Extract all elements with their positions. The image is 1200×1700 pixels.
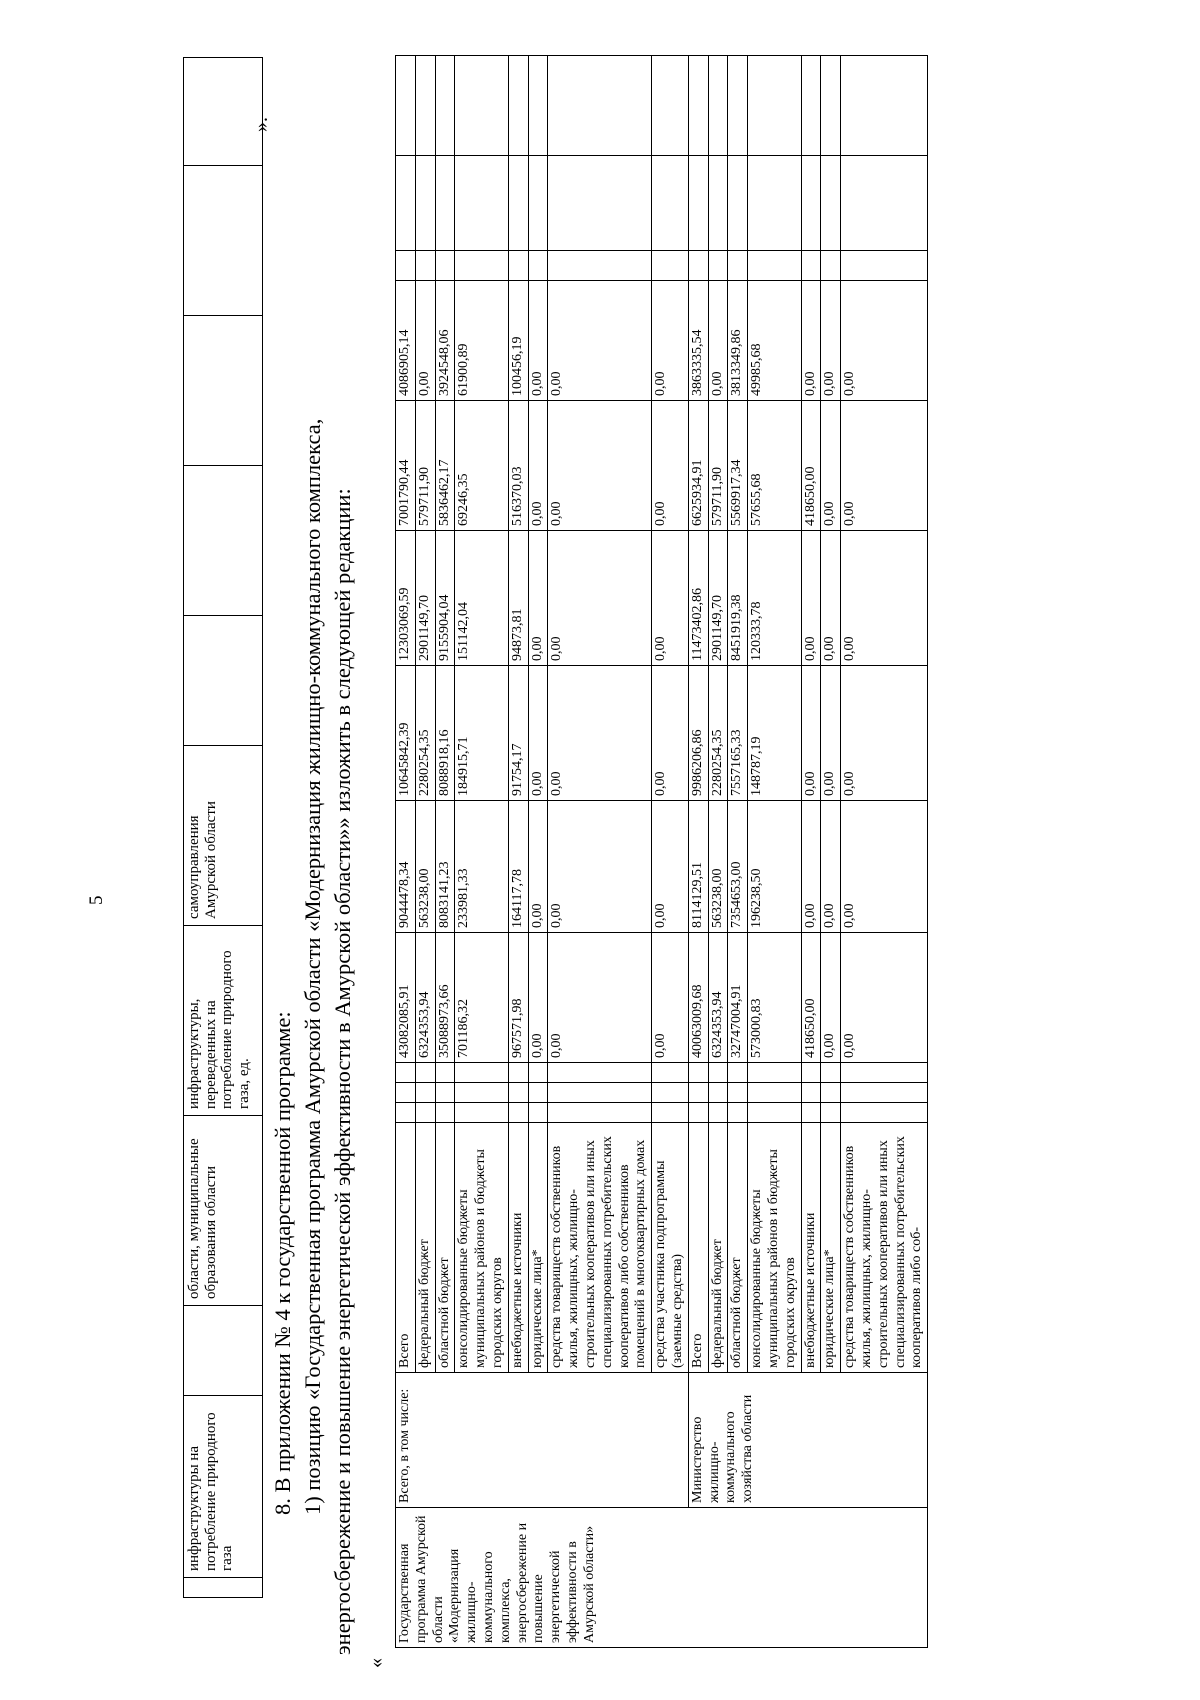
value-cell: 196238,50 — [748, 801, 801, 933]
value-cell: 0,00 — [841, 933, 928, 1063]
value-cell: 233981,33 — [455, 801, 508, 933]
funding-source-cell: областной бюджет — [728, 1123, 748, 1373]
value-cell: 0,00 — [821, 281, 841, 401]
value-cell: 0,00 — [528, 281, 548, 401]
empty-cell — [528, 1103, 548, 1123]
empty-cell — [821, 1083, 841, 1103]
program-name-cell: Государственная программа Амурской области «Модернизация жилищно-коммунального комплекса, энергосбережение и повышение энергетической эффективности в Амурской области» — [396, 1508, 928, 1648]
empty-cell — [801, 251, 821, 281]
empty-cell — [652, 1063, 689, 1083]
empty-cell — [821, 56, 841, 156]
value-cell: 0,00 — [548, 531, 652, 666]
empty-cell — [841, 1083, 928, 1103]
empty-cell — [435, 1083, 455, 1103]
value-cell: 7354653,00 — [728, 801, 748, 933]
value-cell: 164117,78 — [508, 801, 528, 933]
value-cell: 8088918,16 — [435, 666, 455, 801]
value-cell: 563238,00 — [708, 801, 728, 933]
empty-cell — [688, 56, 708, 156]
empty-cell — [841, 56, 928, 156]
empty-cell — [708, 251, 728, 281]
empty-cell — [821, 156, 841, 251]
value-cell: 0,00 — [652, 401, 689, 531]
value-cell: 701186,32 — [455, 933, 508, 1063]
empty-cell — [748, 251, 801, 281]
value-cell: 5569917,34 — [728, 401, 748, 531]
value-cell: 573000,83 — [748, 933, 801, 1063]
previous-table-fragment — [183, 57, 263, 1598]
value-cell: 40063009,68 — [688, 933, 708, 1063]
value-cell: 0,00 — [548, 933, 652, 1063]
value-cell: 0,00 — [821, 666, 841, 801]
empty-cell — [548, 1103, 652, 1123]
value-cell: 2280254,35 — [708, 666, 728, 801]
value-cell: 49985,68 — [748, 281, 801, 401]
empty-cell — [841, 251, 928, 281]
empty-cell — [728, 251, 748, 281]
empty-cell — [415, 156, 435, 251]
value-cell: 0,00 — [415, 281, 435, 401]
empty-cell — [841, 1103, 928, 1123]
value-cell: 43082085,91 — [396, 933, 416, 1063]
value-cell: 579711,90 — [415, 401, 435, 531]
empty-cell — [548, 156, 652, 251]
value-cell: 9986206,86 — [688, 666, 708, 801]
empty-cell — [435, 1103, 455, 1123]
value-cell: 3863335,54 — [688, 281, 708, 401]
fragment-cell: инфраструктуры, переведенных на потребление природного газа, ед. — [184, 926, 263, 1116]
value-cell: 11473402,86 — [688, 531, 708, 666]
value-cell: 7001790,44 — [396, 401, 416, 531]
value-cell: 69246,35 — [455, 401, 508, 531]
value-cell: 0,00 — [801, 666, 821, 801]
value-cell: 0,00 — [548, 281, 652, 401]
empty-cell — [528, 1083, 548, 1103]
empty-cell — [652, 251, 689, 281]
table-row — [396, 56, 416, 1648]
value-cell: 0,00 — [652, 666, 689, 801]
value-cell: 94873,81 — [508, 531, 528, 666]
value-cell: 418650,00 — [801, 933, 821, 1063]
value-cell: 0,00 — [708, 281, 728, 401]
value-cell: 0,00 — [528, 933, 548, 1063]
empty-cell — [415, 1063, 435, 1083]
value-cell: 2280254,35 — [415, 666, 435, 801]
empty-cell — [528, 1063, 548, 1083]
value-cell: 184915,71 — [455, 666, 508, 801]
value-cell: 0,00 — [652, 933, 689, 1063]
value-cell: 0,00 — [548, 666, 652, 801]
value-cell: 6324353,94 — [415, 933, 435, 1063]
funding-table — [395, 55, 928, 1648]
value-cell: 91754,17 — [508, 666, 528, 801]
value-cell: 57655,68 — [748, 401, 801, 531]
empty-cell — [508, 1063, 528, 1083]
funding-source-cell: юридические лица* — [821, 1123, 841, 1373]
funding-source-cell: консолидированные бюджеты муниципальных районов и бюджеты городских округов — [748, 1123, 801, 1373]
value-cell: 148787,19 — [748, 666, 801, 801]
empty-cell — [415, 1103, 435, 1123]
funding-table-body — [396, 56, 928, 1648]
value-cell: 12303069,59 — [396, 531, 416, 666]
paragraph-1-line-1: 1) позицию «Государственная программа Амурской области «Модернизация жилищно-коммунального комплекса, — [300, 418, 325, 1515]
value-cell: 9155904,04 — [435, 531, 455, 666]
value-cell: 2901149,70 — [708, 531, 728, 666]
value-cell: 0,00 — [528, 666, 548, 801]
empty-cell — [396, 1063, 416, 1083]
responsible-cell: Министерство жилищно-коммунального хозяйства области — [688, 1373, 927, 1508]
fragment-cell — [184, 316, 263, 466]
empty-cell — [841, 1063, 928, 1083]
value-cell: 8114129,51 — [688, 801, 708, 933]
paragraph-1-line-2: энергосбережение и повышение энергетической эффективности в Амурской области»» изложить в следующей редакции: — [330, 488, 355, 1655]
empty-cell — [708, 1063, 728, 1083]
value-cell: 5836462,17 — [435, 401, 455, 531]
value-cell: 35088973,66 — [435, 933, 455, 1063]
empty-cell — [528, 156, 548, 251]
funding-source-cell: федеральный бюджет — [415, 1123, 435, 1373]
empty-cell — [528, 56, 548, 156]
empty-cell — [455, 1063, 508, 1083]
value-cell: 6324353,94 — [708, 933, 728, 1063]
value-cell: 0,00 — [548, 801, 652, 933]
value-cell: 0,00 — [821, 401, 841, 531]
empty-cell — [728, 1083, 748, 1103]
empty-cell — [455, 1103, 508, 1123]
value-cell: 3924548,06 — [435, 281, 455, 401]
empty-cell — [508, 251, 528, 281]
table-row — [688, 56, 708, 1648]
empty-cell — [708, 1103, 728, 1123]
fragment-cell: области, муниципальные образования области — [184, 1116, 263, 1306]
funding-source-cell: внебюджетные источники — [801, 1123, 821, 1373]
empty-cell — [728, 1063, 748, 1083]
value-cell: 0,00 — [528, 401, 548, 531]
value-cell: 6625934,91 — [688, 401, 708, 531]
empty-cell — [801, 1063, 821, 1083]
empty-cell — [396, 56, 416, 156]
value-cell: 2901149,70 — [415, 531, 435, 666]
value-cell: 7557165,33 — [728, 666, 748, 801]
empty-cell — [455, 156, 508, 251]
empty-cell — [801, 1083, 821, 1103]
value-cell: 9044478,34 — [396, 801, 416, 933]
empty-cell — [688, 1103, 708, 1123]
value-cell: 0,00 — [841, 666, 928, 801]
fragment-cell: инфраструктуры на потребление природного газа — [184, 1396, 263, 1578]
empty-cell — [548, 1063, 652, 1083]
responsible-cell: Всего, в том числе: — [396, 1373, 689, 1508]
value-cell: 563238,00 — [415, 801, 435, 933]
funding-source-cell: внебюджетные источники — [508, 1123, 528, 1373]
fragment-cell — [184, 1578, 263, 1598]
empty-cell — [508, 1083, 528, 1103]
fragment-cell — [184, 1306, 263, 1396]
empty-cell — [708, 56, 728, 156]
fragment-row — [184, 58, 263, 1598]
empty-cell — [801, 1103, 821, 1123]
empty-cell — [415, 56, 435, 156]
page-number: 5 — [86, 895, 107, 905]
value-cell: 0,00 — [841, 531, 928, 666]
empty-cell — [548, 56, 652, 156]
empty-cell — [548, 251, 652, 281]
empty-cell — [548, 1083, 652, 1103]
value-cell: 32747004,91 — [728, 933, 748, 1063]
funding-source-cell: федеральный бюджет — [708, 1123, 728, 1373]
empty-cell — [508, 56, 528, 156]
funding-source-cell: юридические лица* — [528, 1123, 548, 1373]
empty-cell — [396, 251, 416, 281]
empty-cell — [728, 1103, 748, 1123]
empty-cell — [748, 1063, 801, 1083]
value-cell: 0,00 — [821, 933, 841, 1063]
funding-source-cell: консолидированные бюджеты муниципальных районов и бюджеты городских округов — [455, 1123, 508, 1373]
empty-cell — [708, 1083, 728, 1103]
value-cell: 0,00 — [652, 531, 689, 666]
empty-cell — [801, 56, 821, 156]
value-cell: 0,00 — [652, 281, 689, 401]
value-cell: 4086905,14 — [396, 281, 416, 401]
empty-cell — [821, 1063, 841, 1083]
value-cell: 0,00 — [821, 801, 841, 933]
empty-cell — [748, 56, 801, 156]
empty-cell — [435, 1063, 455, 1083]
value-cell: 0,00 — [801, 801, 821, 933]
empty-cell — [652, 156, 689, 251]
funding-source-cell: Всего — [396, 1123, 416, 1373]
empty-cell — [748, 1083, 801, 1103]
empty-cell — [748, 156, 801, 251]
empty-cell — [652, 1103, 689, 1123]
empty-cell — [688, 156, 708, 251]
empty-cell — [415, 251, 435, 281]
empty-cell — [455, 251, 508, 281]
value-cell: 8083141,23 — [435, 801, 455, 933]
value-cell: 151142,04 — [455, 531, 508, 666]
empty-cell — [455, 56, 508, 156]
value-cell: 0,00 — [528, 531, 548, 666]
empty-cell — [708, 156, 728, 251]
opening-quote: « — [365, 1658, 387, 1668]
empty-cell — [508, 156, 528, 251]
empty-cell — [435, 56, 455, 156]
value-cell: 516370,03 — [508, 401, 528, 531]
value-cell: 61900,89 — [455, 281, 508, 401]
empty-cell — [688, 1063, 708, 1083]
empty-cell — [728, 56, 748, 156]
value-cell: 0,00 — [652, 801, 689, 933]
value-cell: 0,00 — [548, 401, 652, 531]
empty-cell — [396, 156, 416, 251]
value-cell: 0,00 — [821, 531, 841, 666]
fragment-cell — [184, 166, 263, 316]
value-cell: 418650,00 — [801, 401, 821, 531]
value-cell: 0,00 — [528, 801, 548, 933]
empty-cell — [652, 1083, 689, 1103]
paragraph-8: 8. В приложении № 4 к государственной программе: — [270, 1011, 295, 1515]
empty-cell — [728, 156, 748, 251]
value-cell: 0,00 — [841, 401, 928, 531]
empty-cell — [801, 156, 821, 251]
funding-source-cell: Всего — [688, 1123, 708, 1373]
empty-cell — [435, 156, 455, 251]
empty-cell — [396, 1083, 416, 1103]
empty-cell — [688, 251, 708, 281]
funding-source-cell: областной бюджет — [435, 1123, 455, 1373]
value-cell: 579711,90 — [708, 401, 728, 531]
value-cell: 0,00 — [801, 281, 821, 401]
empty-cell — [688, 1083, 708, 1103]
fragment-cell — [184, 466, 263, 616]
funding-source-cell: средства товариществ собственников жилья, жилищных, жилищно-строительных кооперативов или иных специализированных потребительских кооперативов либо собственников помещений в многоквартирных домах — [548, 1123, 652, 1373]
funding-source-cell: средства участника подпрограммы (заемные средства) — [652, 1123, 689, 1373]
closing-quote: ». — [250, 117, 272, 132]
empty-cell — [455, 1083, 508, 1103]
fragment-cell: самоуправления Амурской области — [184, 746, 263, 926]
empty-cell — [396, 1103, 416, 1123]
value-cell: 10645842,39 — [396, 666, 416, 801]
empty-cell — [508, 1103, 528, 1123]
empty-cell — [435, 251, 455, 281]
empty-cell — [415, 1083, 435, 1103]
value-cell: 0,00 — [841, 281, 928, 401]
empty-cell — [841, 156, 928, 251]
empty-cell — [748, 1103, 801, 1123]
funding-source-cell: средства товариществ собственников жилья, жилищных, жилищно-строительных кооперативов или иных специализированных потребительских кооперативов либо соб- — [841, 1123, 928, 1373]
value-cell: 967571,98 — [508, 933, 528, 1063]
empty-cell — [652, 56, 689, 156]
value-cell: 3813349,86 — [728, 281, 748, 401]
value-cell: 0,00 — [841, 801, 928, 933]
value-cell: 120333,78 — [748, 531, 801, 666]
fragment-cell — [184, 616, 263, 746]
value-cell: 8451919,38 — [728, 531, 748, 666]
empty-cell — [821, 1103, 841, 1123]
empty-cell — [528, 251, 548, 281]
value-cell: 100456,19 — [508, 281, 528, 401]
empty-cell — [821, 251, 841, 281]
fragment-cell — [184, 58, 263, 166]
value-cell: 0,00 — [801, 531, 821, 666]
